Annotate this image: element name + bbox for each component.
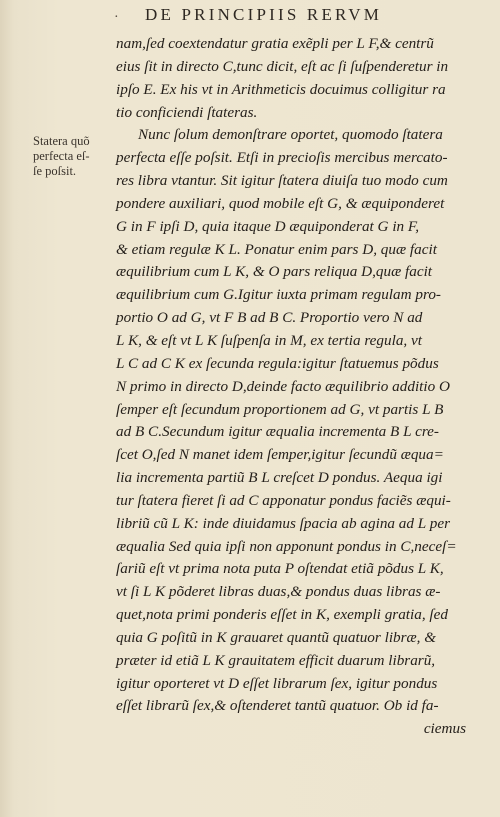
- text-line: igitur oporteret vt D eſſet librarum ſex, igitur pondus: [116, 674, 438, 692]
- marginal-note-line: Statera quõ: [33, 134, 90, 148]
- text-line: & etiam regulæ K L. Ponatur enim pars D, quæ facit: [116, 240, 437, 258]
- text-line: tio conficiendi ſtateras.: [116, 103, 258, 121]
- marginal-note: [33, 134, 115, 179]
- text-line: vt ſi L K põderet libras duas,& pondus duas libras æ-: [116, 583, 441, 601]
- text-line: perfecta eſſe poſsit. Etſi in precioſis mercibus mercato-: [116, 149, 448, 167]
- text-line: G in F ipſi D, quia itaque D æquiponderat G in F,: [116, 217, 420, 235]
- running-head: DE PRINCIPIIS RERVM: [145, 5, 383, 24]
- text-line: lia incrementa partiũ B L creſcet D pondus. Aequa igi: [116, 469, 443, 487]
- text-line: L C ad C K ex ſecunda regula:igitur ſtatuemus põdus: [116, 354, 439, 372]
- text-line: res libra vtantur. Sit igitur ſtatera diuiſa tuo modo cum: [116, 172, 448, 190]
- text-line: eſſet librarũ ſex,& oſtenderet tantũ quatuor. Ob id fa-: [116, 697, 439, 715]
- body-text: [116, 33, 476, 741]
- text-line: quet,nota primi ponderis eſſet in K, exempli gratia, ſed: [116, 606, 448, 624]
- text-line: æquilibrium cum G.Igitur iuxta primam regulam pro-: [116, 286, 441, 304]
- text-line: libriũ cũ L K: inde diuidamus ſpacia ab agina ad L per: [116, 514, 450, 532]
- marginal-note-line: ſe poſsit.: [33, 164, 77, 178]
- text-line: pondere auxiliari, quod mobile eſt G, & æquiponderet: [116, 194, 445, 212]
- paragraph-start-line: Nunc ſolum demonſtrare oportet, quomodo ſtatera: [138, 126, 443, 144]
- text-line: eius ſit in directo C,tunc dicit, eſt ac ſi ſuſpenderetur in: [116, 57, 449, 75]
- text-line: tur ſtatera fieret ſi ad C apponatur pondus faciẽs æqui-: [116, 491, 451, 509]
- text-line: æqualia Sed quia ipſi non apponunt pondus in C,neceſ=: [116, 537, 457, 555]
- catchword: ciemus: [423, 720, 466, 738]
- text-line: portio O ad G, vt F B ad B C. Proportio vero N ad: [116, 309, 423, 327]
- text-line: quia G poſitũ in K grauaret quantũ quatuor libræ, &: [116, 628, 437, 646]
- text-line: præter id etiã L K grauitatem efficit duarum librarũ,: [116, 651, 436, 669]
- marginal-note-line: perfecta eſ-: [33, 149, 90, 163]
- text-line: ad B C.Secundum igitur æqualia incrementa B L cre-: [116, 423, 439, 441]
- text-line: ſariũ eſt vt prima nota puta P oſtendat etiã põdus L K,: [116, 560, 444, 578]
- text-line: æquilibrium cum L K, & O pars reliqua D,quæ facit: [116, 263, 433, 281]
- text-line: nam,ſed coextendatur gratia exẽpli per L F,& centrũ: [116, 35, 434, 52]
- text-line: L K, & eſt vt L K ſuſpenſa in M, ex tertia regula, vt: [116, 331, 422, 349]
- text-line: ſemper eſt ſecundum proportionem ad G, vt partis L B: [116, 400, 444, 418]
- text-line: ſcet O,ſed N manet idem ſemper,igitur ſecundũ æqua=: [116, 446, 444, 464]
- text-line: N primo in directo D,deinde facto æquilibrio additio O: [116, 377, 450, 395]
- text-line: ipſo E. Ex his vt in Arithmeticis docuimus colligitur ra: [116, 80, 446, 98]
- folio-mark: ·: [114, 10, 119, 25]
